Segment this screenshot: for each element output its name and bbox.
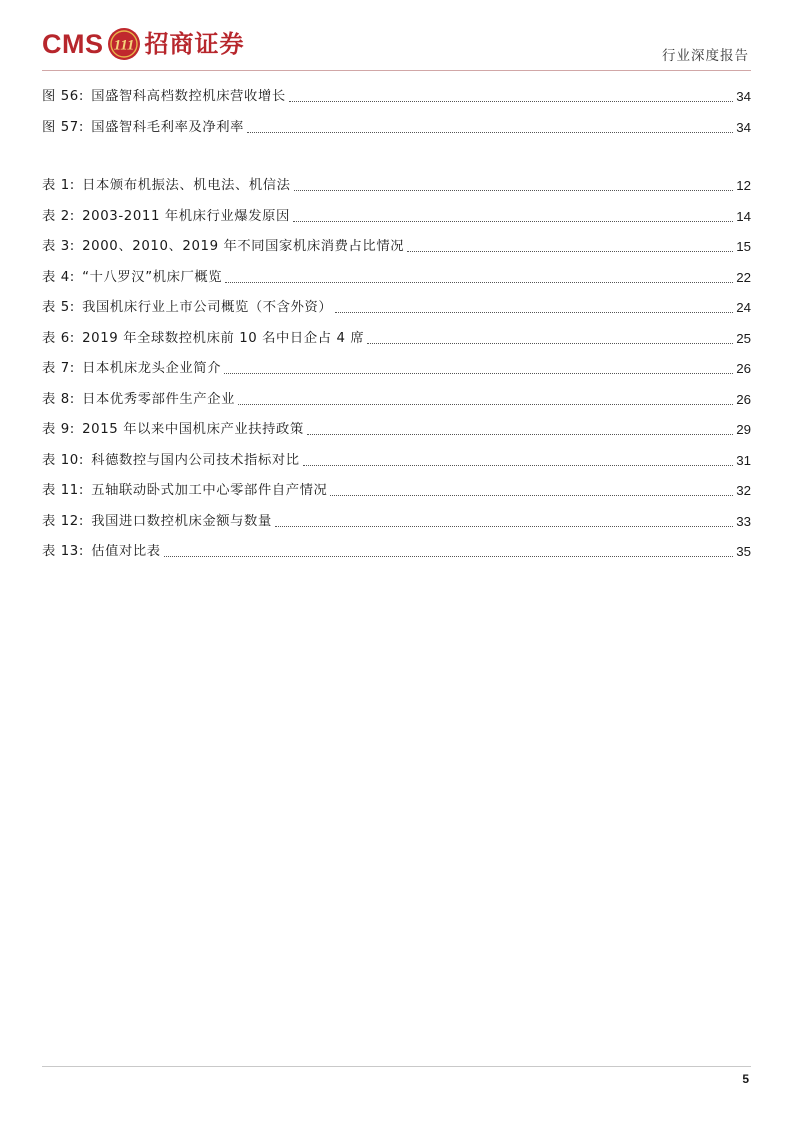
toc-entry-number: 表 9: (42, 422, 75, 437)
toc-entry-page: 24 (736, 300, 751, 315)
toc-entry-title: 科德数控与国内公司技术指标对比 (91, 452, 300, 468)
logo-chinese-text: 招商证券 (144, 29, 245, 58)
toc-entry-page: 35 (736, 544, 751, 559)
toc-entry-page: 34 (736, 119, 751, 135)
toc-entry-title: 日本机床龙头企业简介 (82, 361, 222, 376)
table-toc-row[interactable] (42, 389, 751, 409)
toc-entry-number: 表 3: (42, 239, 75, 254)
toc-entry-label (42, 360, 221, 378)
dot-leader (225, 282, 733, 283)
dot-leader (307, 434, 733, 435)
table-toc-row[interactable] (42, 297, 751, 317)
table-toc-row[interactable] (42, 358, 751, 378)
dot-leader (247, 132, 733, 133)
table-toc-row[interactable] (42, 511, 751, 531)
dot-leader (238, 404, 733, 405)
logo-badge-text: 111 (113, 37, 134, 54)
toc-entry-title: 2003-2011 年机床行业爆发原因 (82, 208, 290, 224)
toc-entry-label (42, 513, 272, 531)
toc-entry-title: 2000、2010、2019 年不同国家机床消费占比情况 (82, 239, 405, 254)
toc-entry-page: 32 (736, 483, 751, 498)
toc-entry-title: 我国机床行业上市公司概览（不含外资） (82, 300, 333, 315)
page-header (0, 0, 793, 72)
toc-entry-title: 2015 年以来中国机床产业扶持政策 (82, 422, 304, 437)
toc-entry-page: 31 (736, 452, 751, 468)
toc-entry-number: 表 5: (42, 300, 75, 315)
dot-leader (293, 221, 733, 222)
table-toc-row[interactable] (42, 267, 751, 287)
toc-entry-page: 25 (736, 330, 751, 346)
toc-entry-number: 图 57: (42, 119, 84, 135)
toc-entry-title: 日本颁布机振法、机电法、机信法 (82, 178, 291, 193)
toc-entry-page: 26 (736, 391, 751, 407)
toc-entry-number: 表 2: (42, 208, 75, 224)
toc-entry-number: 表 10: (42, 452, 84, 468)
toc-entry-page: 34 (736, 89, 751, 104)
toc-entry-title: 日本优秀零部件生产企业 (82, 391, 235, 407)
toc-entry-label (42, 299, 332, 317)
toc-entry-label (42, 208, 290, 226)
toc-entry-title: 国盛智科毛利率及净利率 (91, 119, 245, 135)
toc-entry-label (42, 177, 291, 195)
dot-leader (330, 495, 733, 496)
toc-entry-page: 29 (736, 422, 751, 437)
toc-entry-number: 表 1: (42, 178, 75, 193)
toc-entry-label (42, 482, 327, 500)
dot-leader (164, 556, 734, 557)
figure-toc-row[interactable] (42, 117, 751, 137)
figure-toc-row[interactable] (42, 86, 751, 106)
toc-entry-number: 表 7: (42, 361, 75, 376)
toc-entry-number: 表 6: (42, 330, 75, 346)
toc-entry-label (42, 88, 286, 106)
toc-entry-label (42, 269, 222, 287)
page-number: 5 (742, 1072, 749, 1086)
toc-entry-page: 12 (736, 178, 751, 193)
toc-entry-title: 我国进口数控机床金额与数量 (91, 513, 272, 529)
header-divider (42, 70, 751, 71)
toc-entry-number: 表 12: (42, 513, 84, 529)
dot-leader (367, 343, 733, 344)
logo-badge-icon (107, 27, 141, 61)
table-toc-row[interactable] (42, 206, 751, 226)
table-toc-row[interactable] (42, 480, 751, 500)
toc-entry-label (42, 543, 161, 561)
table-toc-row[interactable] (42, 541, 751, 561)
table-toc-row[interactable] (42, 328, 751, 348)
toc-entry-label (42, 391, 235, 409)
table-toc-row[interactable] (42, 419, 751, 439)
toc-entry-page: 14 (736, 208, 751, 224)
toc-entry-label (42, 238, 404, 256)
toc-entry-number: 表 11: (42, 483, 84, 498)
toc-entry-title: 估值对比表 (91, 544, 161, 559)
toc-entry-page: 15 (736, 239, 751, 254)
dot-leader (289, 101, 733, 102)
logo-latin-text: CMS (42, 29, 104, 59)
table-toc-row[interactable] (42, 450, 751, 470)
toc-entry-title: “十八罗汉”机床厂概览 (82, 269, 223, 285)
toc-entry-page: 26 (736, 361, 751, 376)
toc-entry-label (42, 421, 304, 439)
dot-leader (294, 190, 734, 191)
cms-logo (42, 26, 245, 62)
toc-entry-label (42, 330, 364, 348)
toc-entry-title: 国盛智科高档数控机床营收增长 (91, 89, 286, 104)
dot-leader (224, 373, 733, 374)
toc-entry-number: 图 56: (42, 89, 84, 104)
toc-entry-title: 五轴联动卧式加工中心零部件自产情况 (91, 483, 328, 498)
table-toc-row[interactable] (42, 175, 751, 195)
footer-divider (42, 1066, 751, 1067)
toc-entry-number: 表 13: (42, 544, 84, 559)
toc-entry-label (42, 119, 244, 137)
toc-entry-number: 表 4: (42, 269, 75, 285)
dot-leader (407, 251, 733, 252)
dot-leader (303, 465, 734, 466)
report-type-label: 行业深度报告 (662, 48, 749, 64)
toc-entry-page: 33 (736, 513, 751, 529)
toc-entry-label (42, 452, 300, 470)
toc-entry-page: 22 (736, 269, 751, 285)
table-toc-row[interactable] (42, 236, 751, 256)
dot-leader (275, 526, 733, 527)
toc-entry-number: 表 8: (42, 391, 75, 407)
toc-entry-title: 2019 年全球数控机床前 10 名中日企占 4 席 (82, 330, 365, 346)
dot-leader (335, 312, 733, 313)
